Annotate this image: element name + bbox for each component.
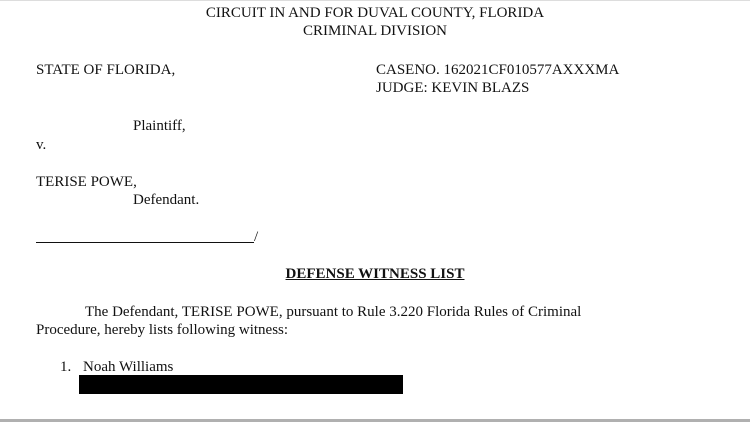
- witness-number: 1.: [60, 359, 72, 375]
- plaintiff-role: Plaintiff,: [133, 118, 186, 134]
- case-number: CASENO. 162021CF010577AXXXMA: [376, 62, 620, 78]
- body-text-line2: Procedure, hereby lists following witness:: [36, 322, 289, 338]
- court-name-line2: CRIMINAL DIVISION: [302, 23, 448, 39]
- signature-line: [36, 242, 254, 243]
- witness-name: Noah Williams: [83, 359, 174, 375]
- versus-label: v.: [36, 137, 47, 153]
- court-name-line1: CIRCUIT IN AND FOR DUVAL COUNTY, FLORIDA: [205, 5, 545, 21]
- redaction-bar: [79, 375, 403, 394]
- body-text-line1: The Defendant, TERISE POWE, pursuant to Rule 3.220 Florida Rules of Criminal: [85, 304, 582, 320]
- defendant-role: Defendant.: [133, 192, 200, 208]
- plaintiff-name: STATE OF FLORIDA,: [36, 62, 176, 78]
- signature-slash: /: [254, 229, 259, 245]
- judge-name: JUDGE: KEVIN BLAZS: [376, 80, 530, 96]
- defendant-name: TERISE POWE,: [36, 174, 137, 190]
- top-rule: [0, 0, 750, 1]
- document-title: DEFENSE WITNESS LIST: [285, 266, 465, 282]
